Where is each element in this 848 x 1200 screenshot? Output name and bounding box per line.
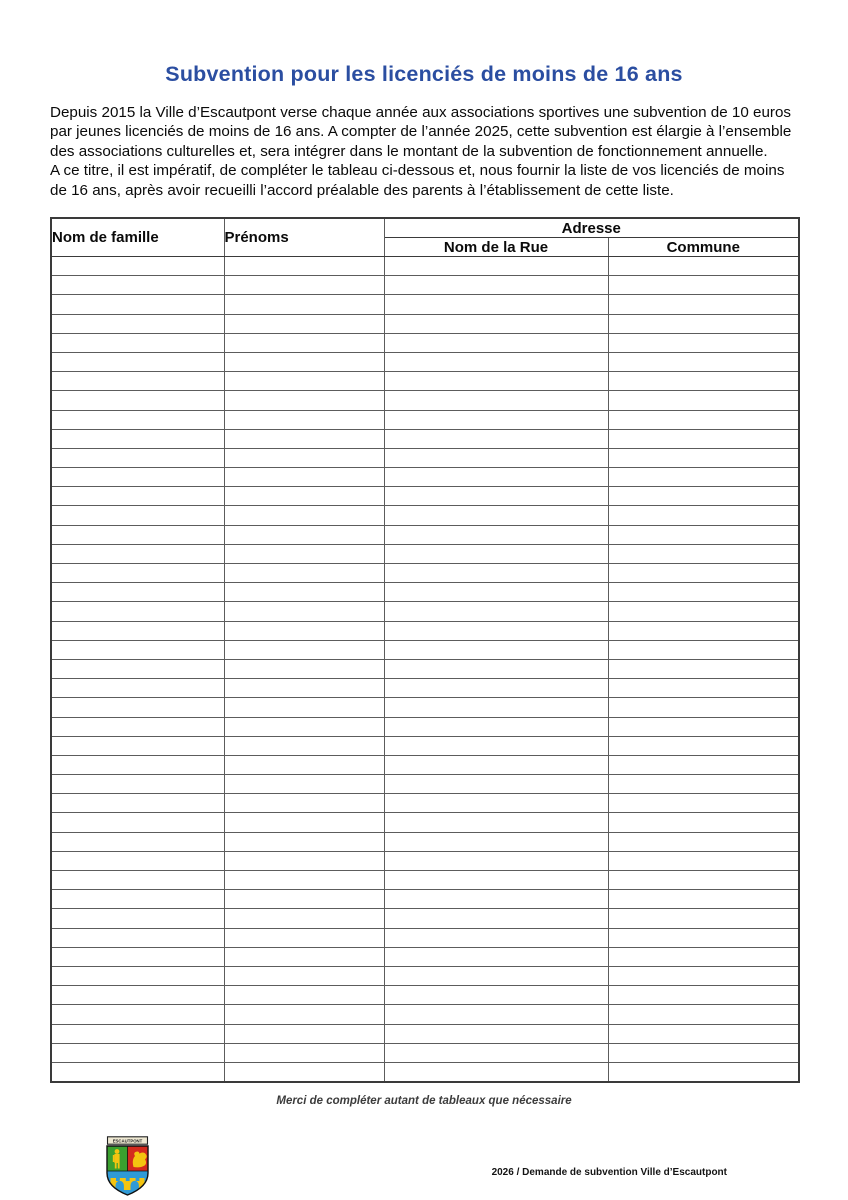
empty-cell — [224, 621, 384, 640]
table-footnote: Merci de compléter autant de tableaux que nécessaire — [276, 1095, 572, 1107]
empty-cell — [51, 276, 224, 295]
empty-table-row — [51, 621, 799, 640]
empty-table-row — [51, 966, 799, 985]
empty-cell — [224, 333, 384, 352]
empty-cell — [384, 583, 608, 602]
empty-cell — [608, 295, 799, 314]
empty-cell — [608, 890, 799, 909]
empty-cell — [608, 564, 799, 583]
empty-table-row — [51, 794, 799, 813]
empty-table-row — [51, 736, 799, 755]
empty-cell — [608, 372, 799, 391]
empty-cell — [51, 928, 224, 947]
empty-cell — [51, 468, 224, 487]
empty-table-row — [51, 295, 799, 314]
empty-table-row — [51, 1043, 799, 1062]
empty-cell — [224, 698, 384, 717]
empty-cell — [51, 640, 224, 659]
empty-cell — [51, 564, 224, 583]
empty-cell — [608, 276, 799, 295]
empty-cell — [608, 851, 799, 870]
empty-cell — [384, 775, 608, 794]
empty-cell — [51, 1062, 224, 1082]
empty-table-row — [51, 602, 799, 621]
empty-cell — [51, 659, 224, 678]
empty-table-row — [51, 640, 799, 659]
empty-cell — [608, 775, 799, 794]
empty-cell — [224, 448, 384, 467]
intro-line: des associations culturelles et, sera intégrer dans le montant de la subvention de fonctionnement annuelle. — [50, 142, 768, 160]
intro-text — [50, 103, 802, 200]
empty-cell — [51, 966, 224, 985]
empty-cell — [51, 794, 224, 813]
empty-table-row — [51, 314, 799, 333]
empty-cell — [608, 410, 799, 429]
empty-cell — [384, 448, 608, 467]
empty-cell — [51, 352, 224, 371]
empty-cell — [51, 890, 224, 909]
empty-cell — [384, 487, 608, 506]
empty-cell — [608, 966, 799, 985]
col-header-first-names: Prénoms — [224, 218, 384, 257]
empty-cell — [608, 506, 799, 525]
empty-cell — [384, 314, 608, 333]
empty-cell — [51, 314, 224, 333]
empty-table-row — [51, 890, 799, 909]
empty-cell — [608, 352, 799, 371]
empty-table-row — [51, 832, 799, 851]
empty-table-row — [51, 583, 799, 602]
intro-line: A ce titre, il est impératif, de compléter le tableau ci-dessous et, nous fournir la liste de vos licenciés de moins — [50, 162, 785, 180]
empty-cell — [608, 448, 799, 467]
empty-cell — [608, 621, 799, 640]
empty-cell — [51, 391, 224, 410]
empty-table-row — [51, 659, 799, 678]
empty-cell — [608, 794, 799, 813]
empty-cell — [608, 736, 799, 755]
col-header-address: Adresse — [384, 218, 799, 238]
intro-line: de 16 ans, après avoir recueilli l’accord préalable des parents à l’établissement de cette liste. — [50, 181, 674, 199]
empty-table-row — [51, 506, 799, 525]
licensees-table — [50, 217, 800, 1083]
empty-cell — [51, 909, 224, 928]
empty-cell — [384, 564, 608, 583]
empty-cell — [384, 257, 608, 276]
empty-cell — [51, 947, 224, 966]
empty-table-row — [51, 257, 799, 276]
empty-cell — [384, 736, 608, 755]
empty-cell — [224, 525, 384, 544]
empty-cell — [51, 506, 224, 525]
empty-cell — [384, 372, 608, 391]
empty-cell — [51, 1024, 224, 1043]
empty-cell — [608, 986, 799, 1005]
empty-cell — [608, 832, 799, 851]
empty-cell — [224, 1024, 384, 1043]
intro-line: Depuis 2015 la Ville d’Escautpont verse chaque année aux associations sportives une subvention de 10 euros — [50, 104, 792, 121]
empty-cell — [224, 871, 384, 890]
empty-cell — [384, 928, 608, 947]
empty-cell — [51, 257, 224, 276]
empty-cell — [608, 679, 799, 698]
empty-cell — [224, 947, 384, 966]
empty-cell — [224, 1043, 384, 1062]
table-body — [51, 257, 799, 1083]
empty-cell — [384, 679, 608, 698]
empty-cell — [608, 525, 799, 544]
empty-cell — [224, 544, 384, 563]
empty-cell — [384, 947, 608, 966]
empty-cell — [384, 1062, 608, 1082]
empty-cell — [51, 871, 224, 890]
empty-cell — [608, 1062, 799, 1082]
empty-cell — [384, 871, 608, 890]
empty-cell — [384, 698, 608, 717]
empty-table-row — [51, 525, 799, 544]
empty-cell — [384, 468, 608, 487]
empty-table-row — [51, 1062, 799, 1082]
empty-cell — [608, 333, 799, 352]
empty-cell — [384, 832, 608, 851]
empty-cell — [384, 851, 608, 870]
empty-cell — [224, 736, 384, 755]
empty-table-row — [51, 391, 799, 410]
empty-cell — [384, 794, 608, 813]
empty-table-row — [51, 698, 799, 717]
empty-table-row — [51, 717, 799, 736]
empty-cell — [608, 391, 799, 410]
table-header — [51, 218, 799, 257]
intro-line: par jeunes licenciés de moins de 16 ans. A compter de l’année 2025, cette subvention est élargie à l’ensemble — [50, 123, 792, 141]
empty-cell — [608, 928, 799, 947]
empty-cell — [224, 276, 384, 295]
empty-cell — [608, 314, 799, 333]
empty-cell — [224, 583, 384, 602]
empty-cell — [384, 1043, 608, 1062]
empty-table-row — [51, 276, 799, 295]
empty-cell — [608, 813, 799, 832]
empty-cell — [224, 659, 384, 678]
empty-cell — [51, 525, 224, 544]
col-header-commune: Commune — [608, 238, 799, 257]
empty-cell — [224, 1005, 384, 1024]
empty-cell — [384, 1005, 608, 1024]
empty-cell — [608, 640, 799, 659]
empty-cell — [384, 333, 608, 352]
empty-table-row — [51, 372, 799, 391]
logo-lion — [133, 1152, 147, 1168]
empty-cell — [51, 813, 224, 832]
empty-cell — [384, 429, 608, 448]
empty-table-row — [51, 564, 799, 583]
empty-table-row — [51, 1024, 799, 1043]
empty-cell — [224, 1062, 384, 1082]
empty-cell — [51, 487, 224, 506]
empty-cell — [384, 602, 608, 621]
empty-cell — [224, 372, 384, 391]
empty-cell — [224, 487, 384, 506]
page-title: Subvention pour les licenciés de moins de 16 ans — [165, 62, 683, 86]
empty-cell — [224, 851, 384, 870]
empty-cell — [224, 506, 384, 525]
empty-cell — [608, 583, 799, 602]
empty-table-row — [51, 410, 799, 429]
empty-cell — [384, 391, 608, 410]
empty-cell — [384, 276, 608, 295]
empty-cell — [224, 314, 384, 333]
empty-cell — [51, 429, 224, 448]
empty-cell — [224, 909, 384, 928]
empty-cell — [608, 1024, 799, 1043]
empty-table-row — [51, 813, 799, 832]
empty-table-row — [51, 1005, 799, 1024]
empty-cell — [51, 583, 224, 602]
empty-cell — [51, 679, 224, 698]
empty-cell — [51, 1005, 224, 1024]
empty-cell — [224, 794, 384, 813]
empty-cell — [384, 659, 608, 678]
empty-cell — [224, 295, 384, 314]
empty-cell — [384, 717, 608, 736]
empty-cell — [608, 717, 799, 736]
empty-cell — [224, 890, 384, 909]
empty-cell — [384, 966, 608, 985]
empty-cell — [384, 755, 608, 774]
empty-cell — [608, 468, 799, 487]
empty-cell — [384, 986, 608, 1005]
logo-banner-text: ESCAUTPONT — [112, 1138, 143, 1144]
empty-table-row — [51, 947, 799, 966]
empty-cell — [608, 487, 799, 506]
empty-table-row — [51, 909, 799, 928]
empty-cell — [51, 717, 224, 736]
escautpont-coat-of-arms — [103, 1136, 152, 1197]
empty-table-row — [51, 352, 799, 371]
empty-cell — [384, 410, 608, 429]
empty-table-row — [51, 871, 799, 890]
header-row-1 — [51, 218, 799, 238]
empty-cell — [51, 410, 224, 429]
empty-cell — [224, 468, 384, 487]
empty-cell — [608, 909, 799, 928]
empty-cell — [51, 295, 224, 314]
empty-cell — [224, 813, 384, 832]
empty-cell — [608, 659, 799, 678]
empty-cell — [51, 832, 224, 851]
empty-cell — [608, 257, 799, 276]
empty-table-row — [51, 468, 799, 487]
empty-cell — [51, 1043, 224, 1062]
empty-cell — [224, 775, 384, 794]
empty-table-row — [51, 986, 799, 1005]
empty-cell — [51, 621, 224, 640]
empty-cell — [51, 448, 224, 467]
empty-cell — [51, 544, 224, 563]
empty-cell — [608, 1043, 799, 1062]
empty-cell — [224, 391, 384, 410]
empty-table-row — [51, 755, 799, 774]
empty-cell — [608, 429, 799, 448]
empty-table-row — [51, 679, 799, 698]
empty-cell — [51, 698, 224, 717]
empty-cell — [384, 640, 608, 659]
empty-table-row — [51, 544, 799, 563]
empty-cell — [608, 698, 799, 717]
empty-cell — [224, 640, 384, 659]
empty-cell — [224, 717, 384, 736]
footer-reference: 2026 / Demande de subvention Ville d’Escautpont — [491, 1167, 727, 1178]
empty-cell — [51, 602, 224, 621]
empty-cell — [384, 352, 608, 371]
empty-cell — [384, 1024, 608, 1043]
empty-table-row — [51, 333, 799, 352]
empty-cell — [608, 947, 799, 966]
empty-cell — [608, 1005, 799, 1024]
col-header-street-name: Nom de la Rue — [384, 238, 608, 257]
empty-cell — [224, 928, 384, 947]
empty-table-row — [51, 448, 799, 467]
empty-cell — [384, 544, 608, 563]
empty-cell — [224, 755, 384, 774]
empty-table-row — [51, 429, 799, 448]
empty-cell — [384, 813, 608, 832]
empty-cell — [51, 851, 224, 870]
empty-cell — [608, 544, 799, 563]
empty-cell — [224, 602, 384, 621]
empty-cell — [224, 679, 384, 698]
empty-cell — [51, 775, 224, 794]
empty-table-row — [51, 487, 799, 506]
col-header-family-name: Nom de famille — [51, 218, 224, 257]
empty-cell — [51, 372, 224, 391]
empty-cell — [384, 525, 608, 544]
empty-table-row — [51, 928, 799, 947]
empty-cell — [384, 621, 608, 640]
empty-cell — [51, 986, 224, 1005]
empty-cell — [224, 352, 384, 371]
empty-cell — [608, 871, 799, 890]
empty-cell — [224, 986, 384, 1005]
empty-cell — [51, 736, 224, 755]
empty-cell — [608, 602, 799, 621]
empty-cell — [384, 295, 608, 314]
empty-cell — [384, 909, 608, 928]
empty-cell — [224, 832, 384, 851]
empty-table-row — [51, 851, 799, 870]
empty-cell — [51, 755, 224, 774]
empty-cell — [224, 429, 384, 448]
empty-cell — [384, 506, 608, 525]
empty-cell — [224, 966, 384, 985]
empty-cell — [224, 564, 384, 583]
empty-cell — [224, 410, 384, 429]
empty-cell — [224, 257, 384, 276]
empty-table-row — [51, 775, 799, 794]
empty-cell — [51, 333, 224, 352]
empty-cell — [608, 755, 799, 774]
empty-cell — [384, 890, 608, 909]
